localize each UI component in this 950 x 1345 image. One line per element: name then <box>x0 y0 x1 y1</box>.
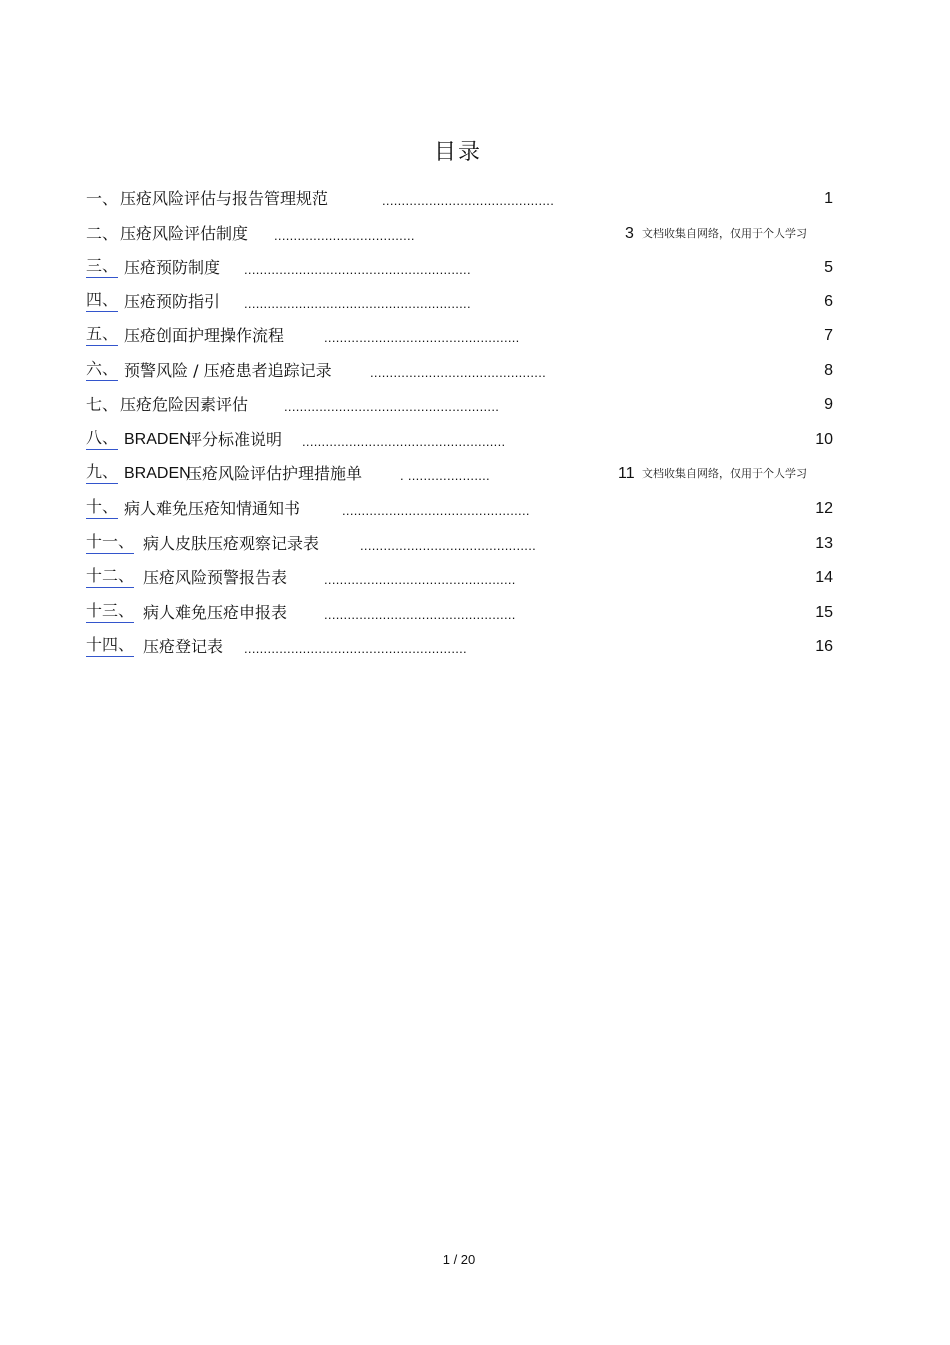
toc-entry[interactable] <box>0 221 950 247</box>
toc-entry-number-link[interactable]: 八、 <box>86 427 118 450</box>
toc-entry[interactable] <box>0 531 950 557</box>
toc-page-number: 15 <box>815 604 833 621</box>
toc-leader-dots: .......................................................... <box>244 262 471 277</box>
toc-entry[interactable] <box>0 461 950 487</box>
toc-entry-number-link[interactable]: 九、 <box>86 461 118 484</box>
toc-entry[interactable] <box>0 392 950 418</box>
toc-leader-dots: ................................................. <box>324 572 516 587</box>
toc-entry-title-latin: BRADEN <box>124 431 191 448</box>
toc-entry-title: 病人皮肤压疮观察记录表 <box>143 534 320 553</box>
toc-page-number: 11 <box>618 465 635 482</box>
toc-leader-dots: .......................................................... <box>244 296 471 311</box>
toc-page-number: 16 <box>815 638 833 655</box>
toc-entry[interactable] <box>0 600 950 626</box>
toc-entry-title: 病人难免压疮知情通知书 <box>124 499 301 518</box>
toc-entry[interactable] <box>0 289 950 315</box>
toc-leader-dots: ............................................ <box>382 193 555 208</box>
watermark-note: 文档收集自网络，仅用于个人学习 <box>642 227 807 240</box>
page-title: 目录 <box>433 140 482 165</box>
toc-entry-number: 一、 <box>86 189 119 208</box>
toc-entry-title: 病人难免压疮申报表 <box>143 603 288 622</box>
toc-leader-dots: ......................................................... <box>244 641 467 656</box>
watermark-note: 文档收集自网络，仅用于个人学习 <box>642 467 807 480</box>
toc-entry[interactable] <box>0 565 950 591</box>
toc-page-number: 7 <box>824 327 833 344</box>
toc-entry-title: 压疮预防指引 <box>124 292 221 311</box>
toc-entry-number-link[interactable]: 四、 <box>86 289 118 312</box>
toc-entry-number-link[interactable]: 十四、 <box>86 634 134 657</box>
toc-entry-number-link[interactable]: 三、 <box>86 255 118 278</box>
toc-page-number: 9 <box>824 396 833 413</box>
toc-entry-title-latin: BRADEN <box>124 465 191 482</box>
toc-leader-dots: .................................................. <box>324 330 520 345</box>
toc-page-number: 12 <box>815 500 833 517</box>
toc-leader-dots: ............................................. <box>360 538 537 553</box>
toc-leader-dots: ....................................................... <box>284 399 500 414</box>
toc-entry-number: 七、 <box>86 395 119 414</box>
toc-entry-title: 压疮登记表 <box>143 637 224 656</box>
toc-entry-number-link[interactable]: 十三、 <box>86 600 134 623</box>
toc-entry-number: 二、 <box>86 224 119 243</box>
toc-leader-dots: ............................................. <box>370 365 547 380</box>
toc-entry-title: 压疮危险因素评估 <box>120 395 249 414</box>
toc-page-number: 10 <box>815 431 833 448</box>
toc-entry-number-link[interactable]: 十一、 <box>86 531 134 554</box>
toc-entry[interactable] <box>0 323 950 349</box>
toc-entry[interactable] <box>0 186 950 212</box>
toc-entry[interactable] <box>0 255 950 281</box>
toc-entry-number-link[interactable]: 十二、 <box>86 565 134 588</box>
toc-entry-number-link[interactable]: 五、 <box>86 323 118 346</box>
toc-page-number: 3 <box>625 225 634 242</box>
toc-entry[interactable] <box>0 358 950 384</box>
toc-entry-title: 评分标准说明 <box>186 430 283 449</box>
toc-page-number: 14 <box>815 569 833 586</box>
toc-leader-dots: . ..................... <box>400 468 490 483</box>
toc-page-number: 1 <box>824 190 833 207</box>
toc-page-number: 5 <box>824 259 833 276</box>
toc-entry-number-link[interactable]: 六、 <box>86 358 118 381</box>
toc-entry-title: 压疮创面护理操作流程 <box>124 326 285 345</box>
toc-entry-title: 压疮风险预警报告表 <box>143 568 288 587</box>
toc-entry[interactable] <box>0 427 950 453</box>
toc-page-number: 13 <box>815 535 833 552</box>
toc-entry-title: 压疮风险评估制度 <box>120 224 249 243</box>
toc-entry[interactable] <box>0 634 950 660</box>
page-indicator: 1 / 20 <box>442 1252 476 1267</box>
toc-entry[interactable] <box>0 496 950 522</box>
toc-entry-title: 预警风险 / 压疮患者追踪记录 <box>124 361 332 380</box>
toc-page-number: 8 <box>824 362 833 379</box>
toc-entry-title: 压疮预防制度 <box>124 258 221 277</box>
toc-leader-dots: .................................... <box>274 228 415 243</box>
toc-leader-dots: .................................................... <box>302 434 506 449</box>
toc-page-number: 6 <box>824 293 833 310</box>
toc-leader-dots: ................................................. <box>324 607 516 622</box>
toc-leader-dots: ................................................ <box>342 503 530 518</box>
toc-entry-number-link[interactable]: 十、 <box>86 496 118 519</box>
toc-entry-title: 压疮风险评估与报告管理规范 <box>120 189 329 208</box>
toc-entry-title: 压疮风险评估护理措施单 <box>186 464 363 483</box>
